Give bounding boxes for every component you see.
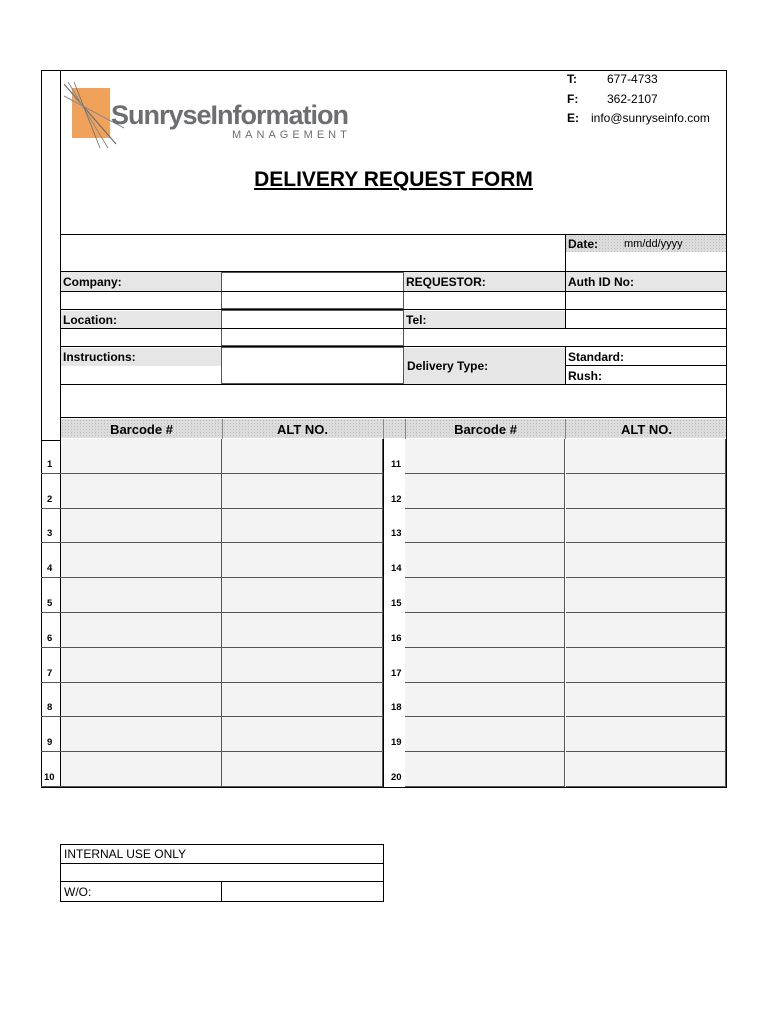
header-alt-right: ALT NO. bbox=[620, 422, 673, 437]
table-cell[interactable] bbox=[222, 717, 383, 752]
table-cell[interactable] bbox=[566, 717, 726, 752]
row-number-left: 6 bbox=[47, 633, 53, 644]
table-cell[interactable] bbox=[222, 439, 383, 474]
header-barcode-left: Barcode # bbox=[110, 422, 173, 437]
table-cell[interactable] bbox=[222, 578, 383, 613]
row-number-left: 1 bbox=[47, 459, 53, 470]
form-title: DELIVERY REQUEST FORM bbox=[254, 168, 533, 191]
phone-value: 677-4733 bbox=[607, 72, 658, 86]
phone-label: T: bbox=[567, 72, 577, 86]
table-cell[interactable] bbox=[405, 648, 565, 683]
table-cell[interactable] bbox=[566, 509, 726, 543]
table-cell[interactable] bbox=[566, 683, 726, 717]
table-cell[interactable] bbox=[222, 752, 383, 787]
rush-label[interactable]: Rush: bbox=[568, 369, 602, 383]
wo-label: W/O: bbox=[64, 885, 92, 899]
company-label: Company: bbox=[63, 275, 122, 289]
row-number-right: 18 bbox=[391, 702, 402, 713]
row-number-right: 16 bbox=[391, 633, 402, 644]
requestor-label: REQUESTOR: bbox=[406, 275, 486, 289]
table-cell[interactable] bbox=[61, 578, 222, 613]
auth-id-label: Auth ID No: bbox=[568, 275, 634, 289]
table-cell[interactable] bbox=[566, 474, 726, 509]
table-cell[interactable] bbox=[222, 543, 383, 578]
row-number-left: 7 bbox=[47, 668, 53, 679]
table-cell[interactable] bbox=[566, 543, 726, 578]
row-number-left: 2 bbox=[47, 494, 53, 505]
table-cell[interactable] bbox=[405, 683, 565, 717]
table-cell[interactable] bbox=[405, 543, 565, 578]
tel-label-cell bbox=[404, 311, 565, 328]
table-cell[interactable] bbox=[566, 613, 726, 648]
table-cell[interactable] bbox=[61, 752, 222, 787]
table-cell[interactable] bbox=[405, 613, 565, 648]
table-cell[interactable] bbox=[566, 578, 726, 613]
table-cell[interactable] bbox=[222, 474, 383, 509]
row-number-left: 3 bbox=[47, 528, 53, 539]
header-alt-left: ALT NO. bbox=[276, 422, 329, 437]
row-number-right: 17 bbox=[391, 668, 402, 679]
table-cell[interactable] bbox=[222, 509, 383, 543]
row-number-right: 11 bbox=[391, 459, 402, 470]
row-number-right: 12 bbox=[391, 494, 402, 505]
internal-use-title: INTERNAL USE ONLY bbox=[64, 847, 187, 861]
table-cell[interactable] bbox=[61, 717, 222, 752]
table-cell[interactable] bbox=[222, 683, 383, 717]
row-number-left: 9 bbox=[47, 737, 53, 748]
instructions-label: Instructions: bbox=[63, 350, 136, 364]
table-cell[interactable] bbox=[61, 439, 222, 474]
row-number-left: 10 bbox=[44, 772, 55, 783]
table-cell[interactable] bbox=[566, 752, 726, 787]
row-number-right: 15 bbox=[391, 598, 402, 609]
table-cell[interactable] bbox=[222, 648, 383, 683]
table-cell[interactable] bbox=[405, 439, 565, 474]
row-number-left: 8 bbox=[47, 702, 53, 713]
row-number-right: 19 bbox=[391, 737, 402, 748]
fax-label: F: bbox=[567, 92, 579, 106]
table-cell[interactable] bbox=[61, 648, 222, 683]
table-cell[interactable] bbox=[566, 648, 726, 683]
row-number-left: 5 bbox=[47, 598, 53, 609]
company-logo bbox=[64, 82, 364, 148]
table-cell[interactable] bbox=[61, 613, 222, 648]
table-cell[interactable] bbox=[405, 752, 565, 787]
email-value[interactable]: info@sunryseinfo.com bbox=[591, 111, 710, 125]
wo-input[interactable] bbox=[221, 881, 384, 902]
delivery-type-label: Delivery Type: bbox=[407, 359, 489, 373]
table-cell[interactable] bbox=[222, 613, 383, 648]
row-number-left: 4 bbox=[47, 563, 53, 574]
row-number-right: 20 bbox=[391, 772, 402, 783]
fax-value: 362-2107 bbox=[607, 92, 658, 106]
tel-label: Tel: bbox=[406, 313, 427, 327]
instructions-input[interactable] bbox=[221, 347, 404, 384]
date-label: Date: bbox=[568, 237, 599, 251]
table-cell[interactable] bbox=[61, 683, 222, 717]
table-cell[interactable] bbox=[61, 474, 222, 509]
table-cell[interactable] bbox=[61, 509, 222, 543]
standard-label[interactable]: Standard: bbox=[568, 350, 625, 364]
date-placeholder: mm/dd/yyyy bbox=[624, 238, 683, 250]
table-cell[interactable] bbox=[405, 474, 565, 509]
table-cell[interactable] bbox=[405, 578, 565, 613]
location-label: Location: bbox=[63, 313, 117, 327]
row-number-right: 14 bbox=[391, 563, 402, 574]
table-cell[interactable] bbox=[566, 439, 726, 474]
logo-wordmark: SunryseInformation bbox=[111, 100, 349, 130]
table-cell[interactable] bbox=[405, 717, 565, 752]
row-number-right: 13 bbox=[391, 528, 402, 539]
table-cell[interactable] bbox=[61, 543, 222, 578]
table-cell[interactable] bbox=[405, 509, 565, 543]
logo-tagline: MANAGEMENT bbox=[232, 129, 351, 141]
email-label: E: bbox=[567, 111, 579, 125]
header-barcode-right: Barcode # bbox=[454, 422, 517, 437]
